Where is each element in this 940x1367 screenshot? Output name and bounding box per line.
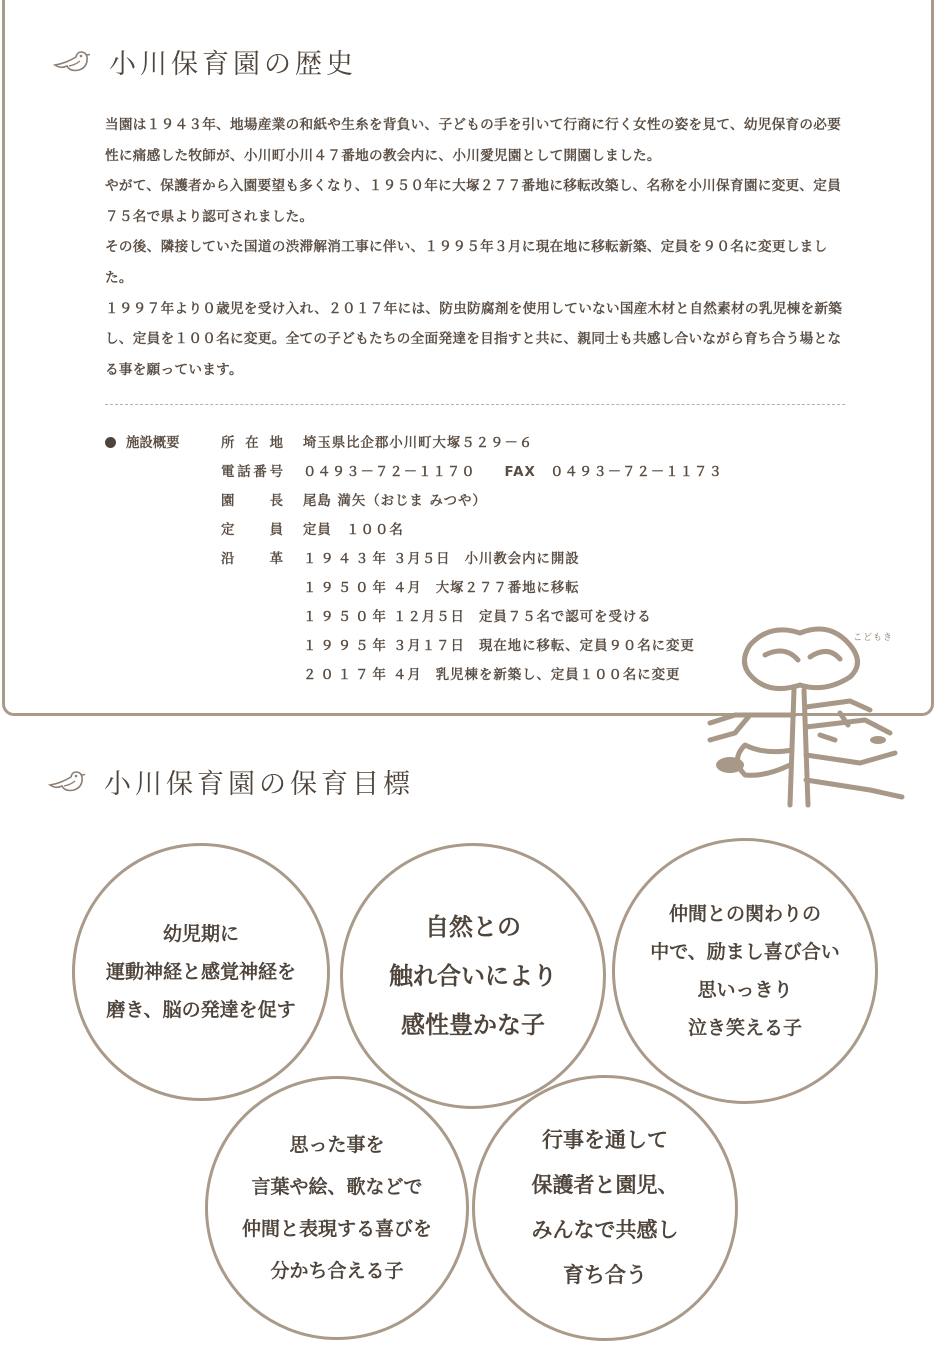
history-paragraph: １９９７年より０歳児を受け入れ、２０１７年には、防虫防腐剤を使用していない国産木材と自然素材の乳児棟を新築し、定員を１００名に変更。全ての子どもたちの全面発達を目指すと共に、親同士も共感し合いながら育ち合う場となる事を願っています。 [105, 300, 843, 378]
history-panel [2, 0, 934, 716]
chronology-date: ３月５日 [393, 552, 451, 567]
facility-label: 電 話 番 号 [221, 465, 283, 480]
goal-text: 思った事を 言葉や絵、歌などで 仲間と表現する喜びを 分かち合える子 [241, 1134, 432, 1282]
bird-icon [48, 769, 86, 795]
chronology-date: ４月 [393, 581, 422, 596]
chronology-date: ４月 [393, 668, 422, 683]
history-heading [53, 42, 357, 81]
goal-text: 仲間との関わりの 中で、励まし喜び合い 思いっきり 泣き笑える子 [650, 903, 840, 1039]
divider [105, 404, 845, 405]
bird-icon [53, 49, 91, 75]
chronology-entry [303, 548, 580, 567]
chronology-entry [303, 606, 652, 625]
chronology-year: １９９５年 [303, 639, 390, 654]
goal-text: 幼児期に 運動神経と感覚神経を 磨き、脳の発達を促す [105, 923, 296, 1021]
facility-value: 尾島 満矢（おじま みつや） [303, 494, 487, 509]
facility-value: 定員 １００名 [303, 523, 404, 538]
facility-heading-text: 施設概要 [126, 436, 180, 451]
history-title: 小川保育園の歴史 [109, 49, 357, 80]
chronology-event: 大塚２７７番地に移転 [435, 581, 580, 596]
goal-circle [205, 1076, 469, 1340]
facility-label: 定 員 [221, 523, 283, 538]
goal-text: 行事を通して 保護者と園児、 みんなで共感し 育ち合う [531, 1128, 679, 1287]
history-text [105, 110, 847, 385]
chronology-entry [303, 577, 580, 596]
history-paragraph: その後、隣接していた国道の渋滞解消工事に伴い、１９９５年３月に現在地に移転新築、定員を９０名に変更しました。 [105, 239, 828, 286]
bullet-icon [105, 437, 116, 448]
chronology-year: １９５０年 [303, 610, 390, 625]
chronology-event: 現在地に移転、定員９０名に変更 [478, 639, 695, 654]
chronology-date: ３月１７日 [393, 639, 465, 654]
chronology-event: 定員７５名で認可を受ける [478, 610, 652, 625]
tree-label: こどもき [853, 633, 894, 643]
chronology-entry [303, 664, 680, 683]
facility-value: ０４９３－７２－１１７０ FAX ０４９３－７２－１１７３ [303, 465, 723, 480]
goal-circle [72, 843, 330, 1101]
history-paragraph: やがて、保護者から入園要望も多くなり、１９５０年に大塚２７７番地に移転改築し、名称を小川保育園に変更、定員７５名で県より認可されました。 [105, 178, 842, 225]
chronology-event: 乳児棟を新築し、定員１００名に変更 [435, 668, 681, 683]
goals-heading [48, 762, 414, 801]
tree-illustration-icon [690, 615, 915, 815]
history-paragraph: 当園は１９４３年、地場産業の和紙や生糸を背負い、子どもの手を引いて行商に行く女性の姿を見て、幼児保育の必要性に痛感した牧師が、小川町小川４７番地の教会内に、小川愛児園として開園しました。 [105, 117, 842, 164]
goal-circle [612, 838, 878, 1104]
facility-label: 沿 革 [221, 552, 283, 567]
chronology-year: １９４３年 [303, 552, 390, 567]
goal-circle [472, 1075, 738, 1341]
chronology-year: ２０１７年 [303, 668, 390, 683]
facility-label: 所 在 地 [221, 436, 283, 451]
goals-title: 小川保育園の保育目標 [104, 769, 414, 800]
chronology-event: 小川教会内に開設 [464, 552, 580, 567]
goal-text: 自然との 触れ合いにより 感性豊かな子 [389, 912, 557, 1039]
chronology-year: １９５０年 [303, 581, 390, 596]
facility-value: 埼玉県比企郡小川町大塚５２９－６ [303, 436, 534, 451]
facility-heading [105, 432, 180, 451]
goal-circle [340, 843, 606, 1109]
facility-label: 園 長 [221, 494, 283, 509]
chronology-entry [303, 635, 695, 654]
chronology-date: １２月５日 [393, 610, 465, 625]
